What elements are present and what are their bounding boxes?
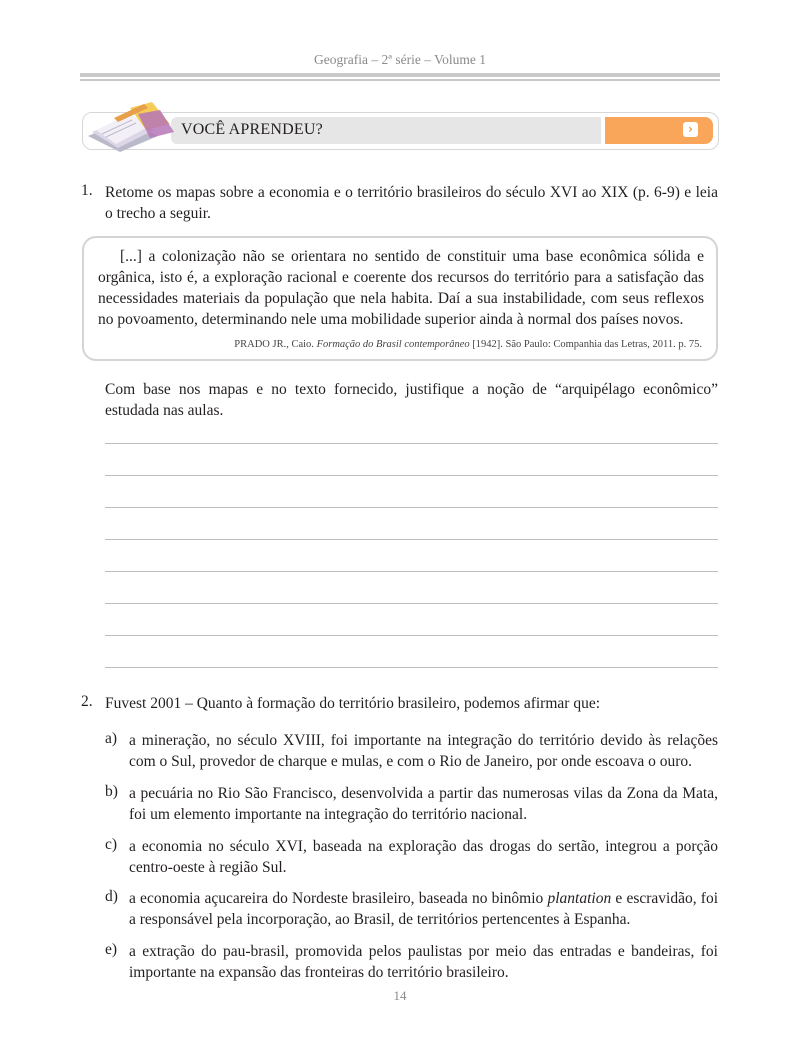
quote-text: [...] a colonização não se orientara no sentido de constituir uma base econômica sólida e orgânica, isto é, a exploração racional e coerente dos recursos do território para a satisfação das necessidades materiais da população que nela habita. Daí a sua instabilidade, com seus reflexos no povoamento, determinando nele uma mobilidade superior ainda à normal dos países novos. — [98, 248, 704, 328]
header-rule-thin — [80, 79, 720, 81]
option-text: a extração do pau-brasil, promovida pelos paulistas por meio das entradas e bandeiras, foi importante na expansão das fronteiras do território brasileiro. — [129, 943, 718, 981]
answer-line[interactable] — [105, 635, 718, 636]
next-arrow-icon[interactable]: › — [683, 122, 698, 137]
answer-line[interactable] — [105, 667, 718, 668]
question-prompt: Fuvest 2001 – Quanto à formação do território brasileiro, podemos afirmar que: — [105, 695, 601, 712]
option-letter: d) — [105, 888, 118, 905]
option-text: a economia no século XVI, baseada na exploração das drogas do sertão, integrou a porção centro-oeste à região Sul. — [129, 838, 718, 876]
option-text: a economia açucareira do Nordeste brasileiro, baseada no binômio plantation e escravidão, foi a responsável pela incorporação, ao Brasil, de territórios pertencentes à Espanha. — [129, 890, 718, 928]
running-header: Geografia – 2ª série – Volume 1 — [314, 52, 486, 67]
answer-line[interactable] — [105, 475, 718, 476]
option-letter: c) — [105, 836, 118, 853]
answer-line[interactable] — [105, 443, 718, 444]
quote-box — [82, 236, 718, 361]
question-number: 1. — [81, 182, 93, 199]
banner-title: VOCÊ APRENDEU? — [181, 121, 323, 138]
option-text: a pecuária no Rio São Francisco, desenvolvida a partir das numerosas vilas da Zona da Mata, foi um elemento importante na integração do território nacional. — [129, 785, 718, 823]
option-letter: b) — [105, 783, 118, 800]
question-number: 2. — [81, 693, 93, 710]
notebook-pencil-icon — [84, 98, 184, 154]
page-number: 14 — [393, 988, 407, 1003]
citation: PRADO JR., Caio. Formação do Brasil contemporâneo [1942]. São Paulo: Companhia das Letras, 2011. p. 75. — [234, 339, 702, 350]
answer-line[interactable] — [105, 539, 718, 540]
answer-line[interactable] — [105, 571, 718, 572]
question-instruction: Com base nos mapas e no texto fornecido, justifique a noção de “arquipélago econômico” estudada nas aulas. — [105, 381, 718, 419]
answer-line[interactable] — [105, 507, 718, 508]
option-text: a mineração, no século XVIII, foi importante na integração do território devido às relações com o Sul, provedor de charque e mulas, e com o Rio de Janeiro, por onde escoava o ouro. — [129, 732, 718, 770]
option-letter: a) — [105, 730, 118, 747]
answer-line[interactable] — [105, 603, 718, 604]
option-letter: e) — [105, 941, 118, 958]
header-rule — [80, 73, 720, 77]
question-prompt: Retome os mapas sobre a economia e o território brasileiros do século XVI ao XIX (p. 6-9) e leia o trecho a seguir. — [105, 184, 718, 222]
